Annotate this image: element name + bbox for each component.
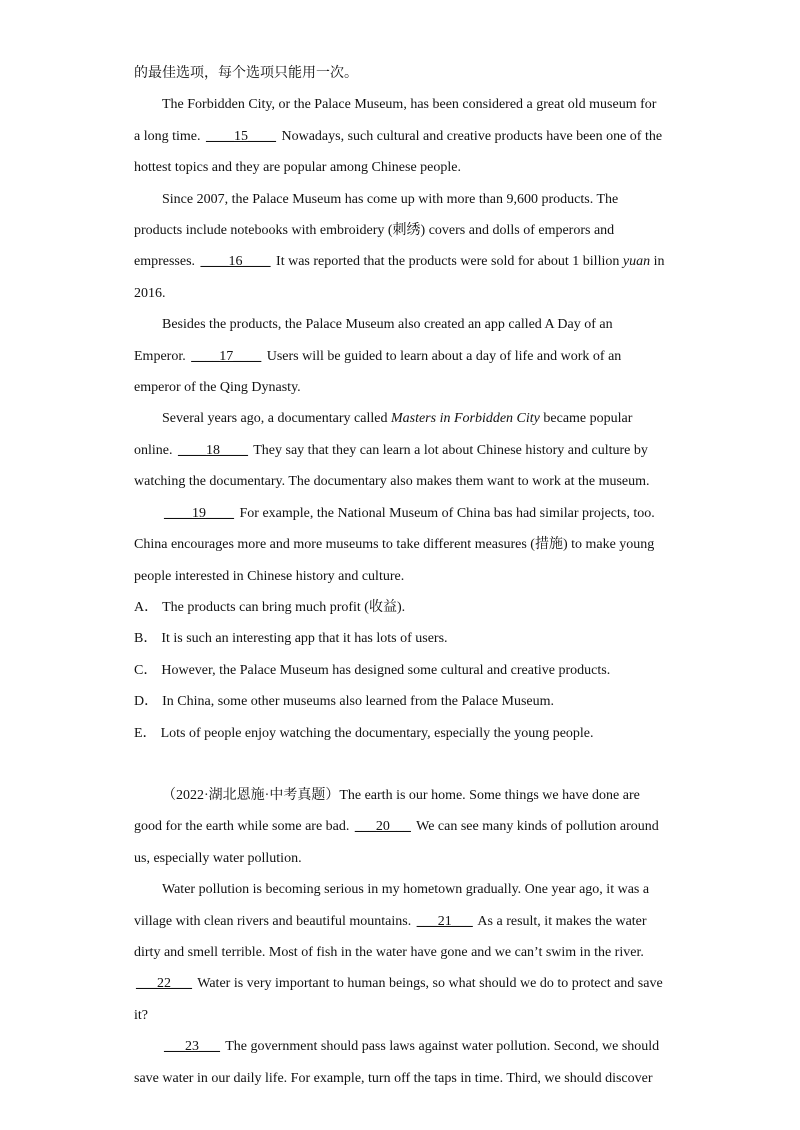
question-source: （2022·湖北恩施·中考真题） — [162, 787, 340, 803]
passage1-paragraph-5: ____19____ For example, the National Museum of China bas had similar projects, too. China encourages more and more museums to take different measures (措施) to make young people interested in Chinese history and culture. — [134, 505, 655, 584]
option-a: A． The products can bring much profit (收益). — [134, 599, 406, 615]
option-e: E． Lots of people enjoy watching the documentary, especially the young people. — [134, 725, 594, 741]
passage1-paragraph-1: The Forbidden City, or the Palace Museum, has been considered a great old museum for a long time. ____15____ Nowadays, such cultural and creative products have been one of the hottest topics and they are popular among Chinese people. — [134, 97, 663, 176]
blank-21[interactable]: ___21___ — [416, 913, 473, 929]
passage2-paragraph-1: （2022·湖北恩施·中考真题）The earth is our home. Some things we have done are good for the earth while some are bad. ___20___ We can see many kinds of pollution around us, especially water pollution. — [134, 787, 659, 866]
blank-20[interactable]: ___20___ — [354, 819, 411, 835]
passage1-paragraph-4: Several years ago, a documentary called Masters in Forbidden City became popular online. ____18____ They say that they can learn a lot about Chinese history and culture by watching the documentary. The documentary also makes them want to work at the museum. — [134, 411, 650, 490]
option-d: D． In China, some other museums also learned from the Palace Museum. — [134, 694, 555, 710]
blank-19[interactable]: ____19____ — [164, 505, 234, 521]
section-gap — [134, 749, 666, 780]
option-c: C． However, the Palace Museum has designed some cultural and creative products. — [134, 662, 611, 678]
passage2-paragraph-2: Water pollution is becoming serious in my hometown gradually. One year ago, it was a village with clean rivers and beautiful mountains. ___21___ As a result, it makes the water dirty and smell terrible. Most of fish in the water have gone and we can’t swim in the river. ___22___ Water is very important to human beings, so what should we do to protect and save it? — [134, 882, 663, 1023]
passage1-paragraph-2: Since 2007, the Palace Museum has come up with more than 9,600 products. The products include notebooks with embroidery (刺绣) covers and dolls of emperors and empresses. ____16____ It was reported that the products were sold for about 1 billion yuan in 2016. — [134, 191, 665, 301]
passage1-paragraph-3: Besides the products, the Palace Museum also created an app called A Day of an Emperor. ____17____ Users will be guided to learn about a day of life and work of an emperor of the Qing Dynasty. — [134, 317, 622, 396]
document-content — [134, 58, 666, 1094]
blank-23[interactable]: ___23___ — [164, 1039, 220, 1055]
blank-18[interactable]: ____18____ — [178, 442, 248, 458]
blank-15[interactable]: ____15____ — [206, 128, 276, 144]
blank-22[interactable]: ___22___ — [136, 976, 192, 992]
passage2-paragraph-3: ___23___ The government should pass laws against water pollution. Second, we should save water in our daily life. For example, turn off the taps in time. Third, we should discover — [134, 1039, 660, 1086]
blank-16[interactable]: ____16____ — [200, 254, 271, 270]
passage1-intro: 的最佳选项，每个选项只能用一次。 — [134, 66, 358, 81]
italic-documentary-title: Masters in Forbidden City — [390, 411, 540, 427]
italic-yuan: yuan — [622, 254, 651, 270]
option-b: B． It is such an interesting app that it has lots of users. — [134, 631, 448, 647]
blank-17[interactable]: ____17____ — [191, 348, 262, 364]
